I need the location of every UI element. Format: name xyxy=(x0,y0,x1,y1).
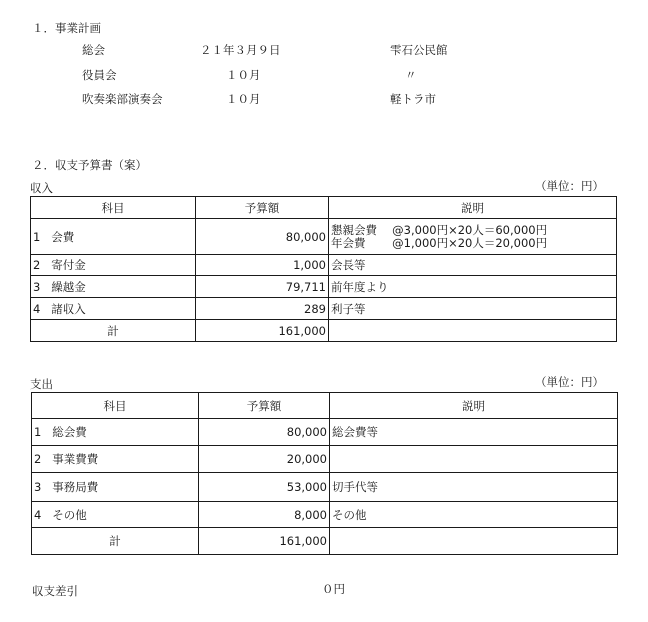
plan-item-place: 雫石公民館 xyxy=(390,43,448,57)
table-row xyxy=(32,419,618,446)
table-row xyxy=(32,446,618,473)
table-row xyxy=(32,473,618,502)
plan-heading: １．事業計画 xyxy=(32,21,101,35)
row-amount: 53,000 xyxy=(199,473,330,502)
expense-label: 支出 xyxy=(30,377,53,391)
row-number: 2 xyxy=(34,452,42,466)
total-desc xyxy=(329,320,617,342)
column-header-amount: 予算額 xyxy=(199,393,330,419)
row-desc: 総会費等 xyxy=(330,419,618,446)
row-number: 2 xyxy=(33,258,41,272)
budget-heading: ２．収支予算書（案） xyxy=(32,158,147,172)
total-label: 計 xyxy=(31,320,196,342)
row-subject-label: 諸収入 xyxy=(51,301,86,316)
row-subject-label: 事務局費 xyxy=(52,480,99,494)
balance-label: 収支差引 xyxy=(32,584,78,598)
plan-item-name: 役員会 xyxy=(82,68,117,82)
column-header-subject: 科目 xyxy=(32,393,199,419)
table-row xyxy=(32,502,618,528)
row-amount: 80,000 xyxy=(199,419,330,446)
row-desc xyxy=(329,219,617,255)
row-desc-line: 懇親会費 @3,000円×20人＝60,000円 xyxy=(331,222,548,237)
row-subject xyxy=(32,473,199,502)
row-subject-label: 総会費 xyxy=(52,425,87,439)
row-subject-label: その他 xyxy=(52,507,87,522)
row-subject xyxy=(32,419,199,446)
plan-item-date: １０月 xyxy=(226,92,261,106)
row-subject-label: 繰越金 xyxy=(51,279,86,294)
row-desc: 利子等 xyxy=(329,298,617,320)
table-row xyxy=(31,298,617,320)
total-label: 計 xyxy=(32,528,199,555)
unit-label: （単位：円） xyxy=(535,375,604,389)
row-subject-label: 寄付金 xyxy=(51,258,86,272)
row-number: 4 xyxy=(34,507,42,522)
total-desc xyxy=(330,528,618,555)
row-desc: 前年度より xyxy=(329,276,617,298)
row-amount: 20,000 xyxy=(199,446,330,473)
column-header-amount: 予算額 xyxy=(196,197,329,219)
column-header-desc: 説明 xyxy=(329,197,617,219)
row-number: 3 xyxy=(33,279,41,294)
row-number: 1 xyxy=(34,425,42,439)
row-subject-label: 会費 xyxy=(51,229,75,244)
row-amount: 79,711 xyxy=(196,276,329,298)
plan-item-date: ２１年３月９日 xyxy=(200,43,281,57)
row-subject xyxy=(31,276,196,298)
table-header-row xyxy=(31,197,617,219)
total-row xyxy=(32,528,618,555)
income-table xyxy=(30,196,617,342)
row-desc xyxy=(330,446,618,473)
table-row xyxy=(31,276,617,298)
row-amount: 289 xyxy=(196,298,329,320)
row-subject xyxy=(31,298,196,320)
row-subject xyxy=(31,255,196,276)
row-subject xyxy=(32,446,199,473)
plan-item-name: 総会 xyxy=(82,43,105,57)
unit-label: （単位：円） xyxy=(535,179,604,193)
row-amount: 1,000 xyxy=(196,255,329,276)
row-subject xyxy=(32,502,199,528)
row-number: 1 xyxy=(33,229,41,244)
row-number: 3 xyxy=(34,480,42,494)
row-subject-label: 事業費費 xyxy=(52,452,99,466)
income-label: 収入 xyxy=(30,181,53,195)
balance-value: ０円 xyxy=(322,582,345,596)
row-desc-line: 年会費 @1,000円×20人＝20,000円 xyxy=(331,235,548,250)
table-row xyxy=(31,219,617,255)
total-amount: 161,000 xyxy=(196,320,329,342)
total-amount: 161,000 xyxy=(199,528,330,555)
plan-item-place: 〃 xyxy=(405,68,417,82)
table-row xyxy=(31,255,617,276)
plan-item-name: 吹奏楽部演奏会 xyxy=(82,92,163,106)
plan-item-place: 軽トラ市 xyxy=(390,92,436,106)
row-amount: 8,000 xyxy=(199,502,330,528)
expense-table xyxy=(31,392,618,555)
row-amount: 80,000 xyxy=(196,219,329,255)
table-header-row xyxy=(32,393,618,419)
column-header-desc: 説明 xyxy=(330,393,618,419)
row-desc: その他 xyxy=(330,502,618,528)
row-number: 4 xyxy=(33,301,41,316)
row-desc: 切手代等 xyxy=(330,473,618,502)
row-subject xyxy=(31,219,196,255)
plan-item-date: １０月 xyxy=(226,68,261,82)
column-header-subject: 科目 xyxy=(31,197,196,219)
row-desc: 会長等 xyxy=(329,255,617,276)
total-row xyxy=(31,320,617,342)
